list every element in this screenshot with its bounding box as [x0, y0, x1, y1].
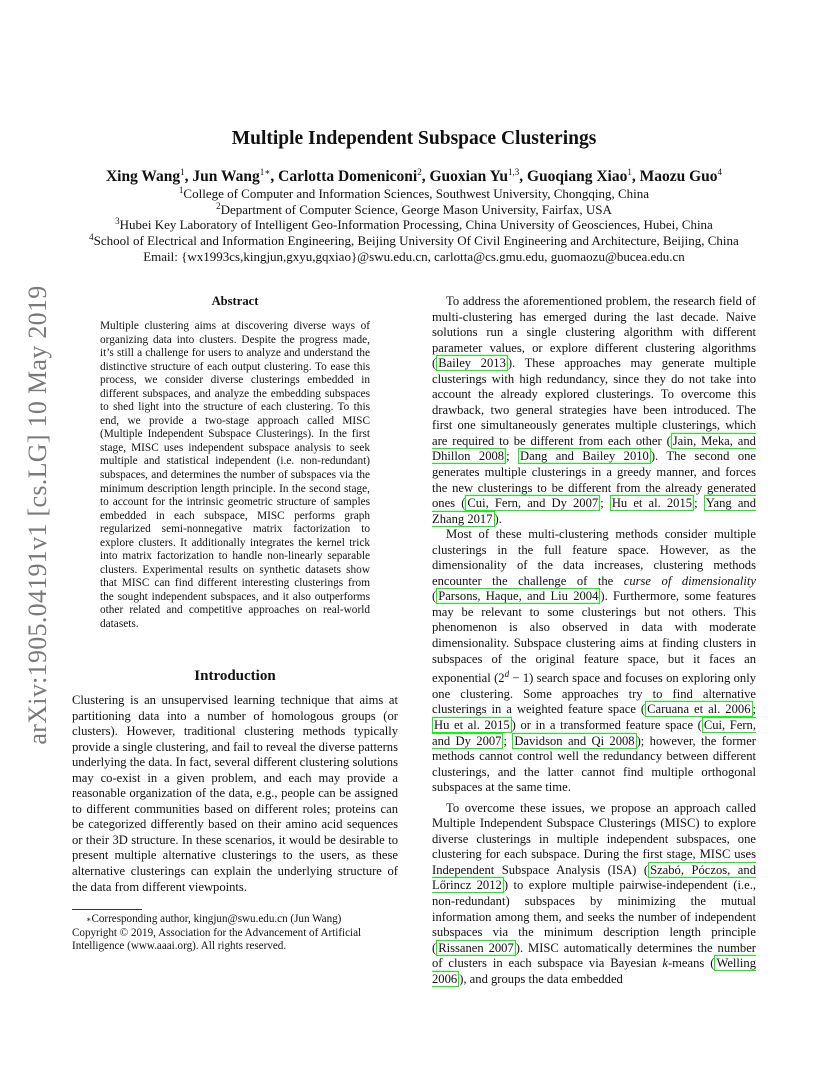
author-affiliation-mark: 1,3: [508, 167, 520, 177]
citation-link[interactable]: Bailey 2013: [438, 356, 506, 371]
author-name: Carlotta Domeniconi: [278, 168, 418, 185]
citation-link[interactable]: Cui, Fern, and Dy 2007: [432, 717, 756, 748]
citation-link[interactable]: Jain, Meka, and Dhillon 2008: [432, 433, 756, 464]
author-affiliation-mark: 1∗: [259, 167, 271, 177]
footnote: [72, 913, 398, 954]
author-list: Xing Wang$^1$, Jun Wang$^{1∗}$, Carlotta Domeniconi$^2$, Guoxian Yu$^{1,3}$, Guoqiang Xiao$^1$, Maozu Guo$^4$: [105, 167, 723, 185]
affiliation-text: School of Electrical and Information Engineering, Beijing University Of Civil Engineering and Architecture, Beijing, China: [93, 233, 739, 249]
affiliation-line: [0, 217, 828, 233]
affiliation-mark: 3: [115, 216, 120, 227]
abstract-heading: Abstract: [211, 294, 259, 308]
author-name: Guoqiang Xiao: [527, 168, 628, 185]
affiliation-text: Hubei Key Laboratory of Intelligent Geo-Information Processing, China University of Geosciences, Hubei, China: [119, 217, 713, 233]
superscript: d: [504, 669, 510, 680]
footnote-rule: [72, 909, 142, 910]
footnote-marker: ∗: [86, 915, 92, 924]
right-column: [432, 294, 756, 987]
citation-link[interactable]: Hu et al. 2015: [434, 717, 510, 732]
introduction-heading: Introduction: [194, 668, 276, 684]
affiliation-line: [0, 202, 828, 218]
affiliation-mark: 1: [178, 185, 184, 195]
right-paragraph-3: To overcome these issues, we propose an approach called Multiple Independent Subspace Clusterings (MISC) to explore diverse clusterings in multiple independent subspaces, one clustering for each subspace. During the first stage, MISC uses Independent Subspace Analysis (ISA) ( Szabó, Póczos, and Lőrincz 2012 ) to explore multiple pairwise-independent (i.e., non-redundant) subspaces by minimizing the mutual information among them, and seeks the number of independent subspaces via the minimum description length principle ( Rissanen 2007 ). MISC automatically determines the number of clusters in each subspace via Bayesian k-means ( Welling 2006 ), and groups the data embedded: [432, 800, 757, 986]
citation-link[interactable]: Parsons, Haque, and Liu 2004: [438, 589, 599, 604]
right-paragraph-1: To address the aforementioned problem, the research field of multi-clustering has emerged during the last decade. Naive solutions run a single clustering algorithm with different parameter values, or explore different clustering algorithms ( Bailey 2013 ). These approaches may generate multiple clusterings with high redundancy, since they do not take into account the already explored clusterings. To overcome this drawback, two general strategies have been introduced. The first one simultaneously generates multiple clusterings, which are required to be different from each other ( Jain, Meka, and Dhillon 2008 ; Dang and Bailey 2010 ). The second one generates multiple clusterings in a greedy manner, and forces the new clusterings to be different from the already generated ones ( Cui, Fern, and Dy 2007 ; Hu et al. 2015 ; Yang and Zhang 2017 ).: [432, 294, 756, 526]
citation-link[interactable]: Welling 2006: [432, 956, 756, 986]
arxiv-identifier-text: arXiv:1905.04191v1 [cs.LG] 10 May 2019: [23, 285, 52, 745]
author-affiliation-mark: 1: [180, 167, 185, 177]
arxiv-identifier: [18, 270, 58, 760]
author-name: Xing Wang: [105, 168, 181, 185]
citation-link[interactable]: Szabó, Póczos, and Lőrincz 2012: [432, 862, 756, 893]
author-affiliation-mark: 2: [417, 167, 422, 177]
introduction-paragraph: [72, 693, 398, 895]
emphasis: curse of dimensionality: [623, 573, 756, 588]
citation-link[interactable]: Rissanen 2007: [438, 940, 514, 955]
affiliation-line: [0, 233, 828, 249]
author-affiliation-mark: 4: [717, 167, 723, 177]
citation-link[interactable]: Hu et al. 2015: [611, 496, 693, 511]
emphasis: k: [662, 956, 668, 971]
author-name: Guoxian Yu: [429, 168, 508, 185]
author-name: Maozu Guo: [639, 168, 718, 185]
citation-link[interactable]: Dang and Bailey 2010: [520, 449, 649, 464]
email-line: Email: {wx1993cs,kingjun,gxyu,gqxiao}@swu.edu.cn, carlotta@cs.gmu.edu, guomaozu@bucea.edu.cn: [143, 249, 685, 264]
affiliation-text: College of Computer and Information Sciences, Southwest University, Chongqing, China: [183, 186, 650, 201]
footnote-line-2: Copyright © 2019, Association for the Advancement of Artificial Intelligence (www.aaai.org). All rights reserved.: [72, 926, 362, 952]
affiliation-line: [0, 186, 828, 202]
citation-link[interactable]: Davidson and Qi 2008: [514, 733, 635, 748]
right-paragraph-2: Most of these multi-clustering methods consider multiple clusterings in the full feature space. However, as the dimensionality of the data increases, clustering methods encounter the challenge of the curse of dimensionality ( Parsons, Haque, and Liu 2004 ). Furthermore, some features may be relevant to some clusterings but not others. This phenomenon is also observed in data with moderate dimensionality. Subspace clustering aims at finding clusters in subspaces of the original feature space, but it faces an exponential $(2^d - 1)$ search space and focuses on exploring only one clustering. Some approaches try to find alternative clusterings in a weighted feature space ( Caruana et al. 2006 ; Hu et al. 2015 ) or in a transformed feature space ( Cui, Fern, and Dy 2007 ; Davidson and Qi 2008 ); however, the former methods cannot control well the redundancy between different clusterings, and the latter cannot find multiple orthogonal subspaces at the same time.: [432, 527, 756, 795]
author-affiliation-mark: 1: [627, 167, 632, 177]
affiliation-mark: 2: [216, 200, 221, 211]
author-name: Jun Wang: [192, 168, 260, 185]
citation-link[interactable]: Cui, Fern, and Dy 2007: [467, 496, 599, 511]
citation-link[interactable]: Yang and Zhang 2017: [432, 496, 756, 526]
footnote-line-1: Corresponding author, kingjun@swu.edu.cn (Jun Wang): [91, 913, 342, 925]
paper-title: Multiple Independent Subspace Clusterings: [231, 128, 597, 149]
affiliation-text: Department of Computer Science, George Mason University, Fairfax, USA: [220, 201, 612, 217]
affiliation-mark: 4: [89, 232, 94, 243]
abstract-body: Multiple clustering aims at discovering diverse ways of organizing data into clusters. Despite the progress made, it’s still a challenge for users to analyze and understand the distinctive structure of each output clustering. To ease this process, we consider diverse clusterings embedded in different subspaces, and analyze the embedding subspaces to shed light into the structure of each clustering. To this end, we provide a two-stage approach called MISC (Multiple Independent Subspace Clusterings). In the first stage, MISC uses independent subspace analysis to seek multiple and statistical independent (i.e. non-redundant) subspaces, and determines the number of subspaces via the minimum description length principle. In the second stage, to account for the intrinsic geometric structure of samples embedded in each subspace, MISC performs graph regularized semi-nonnegative matrix factorization to explore clusters. It additionally integrates the kernel trick into matrix factorization to handle non-linearly separable clusters. Experimental results on synthetic datasets show that MISC can find different interesting clusterings from the sought independent subspaces, and it also outperforms other related and competitive approaches on real-world datasets.: [100, 320, 370, 631]
citation-link[interactable]: Caruana et al. 2006: [647, 702, 751, 717]
intro-paragraph-1: Clustering is an unsupervised learning technique that aims at partitioning data into a number of homologous groups (or clusters). However, traditional clustering methods typically provide a single clustering, and fail to reveal the diverse patterns underlying the data. In fact, several different clustering solutions may co-exist in a given problem, and each may provide a reasonable organization of the data, e.g., people can be assigned to different communities based on different roles; proteins can be categorized differently based on their amino acid sequences or their 3D structure. In these scenarios, it would be desirable to present multiple alternative clusterings to the users, as these alternative clusterings can explain the underlying structure of the data from different viewpoints.: [72, 693, 398, 894]
